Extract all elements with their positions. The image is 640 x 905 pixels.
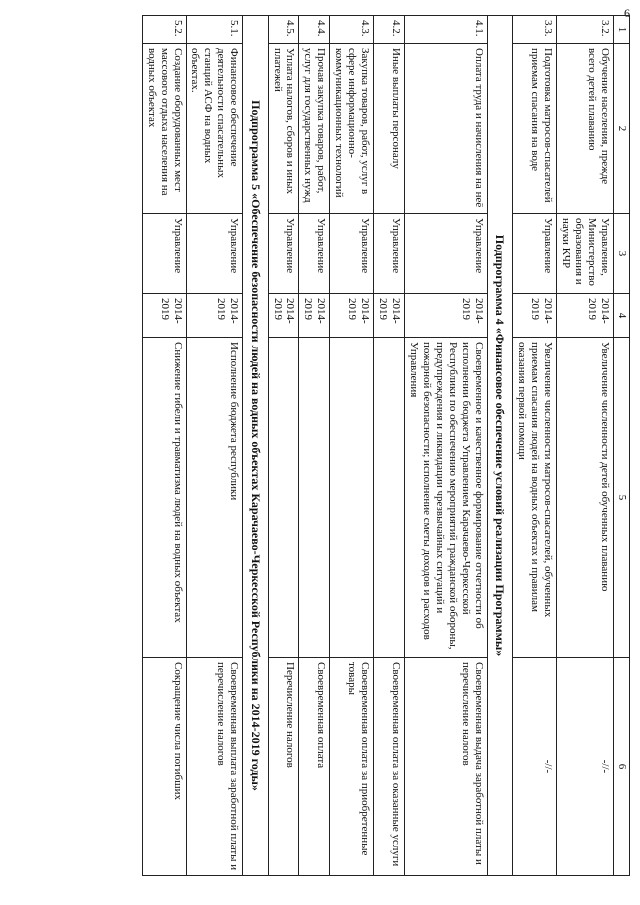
measure-name-cell: Обучение населения, прежде всего детей плаванию — [557, 44, 614, 214]
row-number-cell: 3.3. — [513, 16, 557, 44]
table-row — [405, 16, 488, 876]
header-cell: 2 — [614, 44, 630, 214]
row-number-cell: 4.5. — [268, 16, 299, 44]
row-number-cell: 3.2. — [557, 16, 614, 44]
expected-result-cell — [330, 338, 374, 658]
period-cell: 2014-2019 — [186, 294, 243, 338]
table-header-row — [614, 16, 630, 876]
header-cell: 6 — [614, 658, 630, 876]
table-row — [330, 16, 374, 876]
indicator-cell: Своевременная выдача заработной платы и перечисление налогов — [405, 658, 488, 876]
executor-cell: Управление — [374, 214, 405, 294]
period-cell: 2014-2019 — [142, 294, 186, 338]
measure-name-cell: Закупка товаров, работ, услуг в сфере информационно-коммуникационных технологий — [330, 44, 374, 214]
expected-result-cell: Исполнение бюджета республики — [186, 338, 243, 658]
indicator-cell: Своевременная оплата — [299, 658, 330, 876]
row-number-cell: 4.4. — [299, 16, 330, 44]
table-row — [268, 16, 299, 876]
measure-name-cell: Финансовое обеспечение деятельности спасательных станций АСФ на водных объектах. — [186, 44, 243, 214]
executor-cell: Управление — [405, 214, 488, 294]
table-row — [513, 16, 557, 876]
table-row — [299, 16, 330, 876]
executor-cell: Управление — [513, 214, 557, 294]
page-number: 6 — [624, 6, 630, 20]
measure-name-cell: Создание оборудованных мест массового отдыха населения на водных объектах — [142, 44, 186, 214]
indicator-cell: -//- — [513, 658, 557, 876]
period-cell: 2014-2019 — [330, 294, 374, 338]
period-cell: 2014-2019 — [268, 294, 299, 338]
indicator-cell: -//- — [557, 658, 614, 876]
indicator-cell: Своевременная оплата за приобретенные товары — [330, 658, 374, 876]
subprogram-title: Подпрограмма 4 «Финансовое обеспечение условий реализации Программы» — [488, 16, 513, 876]
subprogram-heading-row — [243, 16, 268, 876]
row-number-cell: 4.1. — [405, 16, 488, 44]
program-measures-table — [142, 15, 630, 876]
row-number-cell: 4.3. — [330, 16, 374, 44]
period-cell: 2014-2019 — [405, 294, 488, 338]
executor-cell: Управление — [299, 214, 330, 294]
table-row — [374, 16, 405, 876]
table-row — [142, 16, 186, 876]
measure-name-cell: Оплата труда и начисления на неё — [405, 44, 488, 214]
subprogram-heading-row — [488, 16, 513, 876]
period-cell: 2014-2019 — [299, 294, 330, 338]
expected-result-cell: Снижение гибели и травматизма людей на водных объектах — [142, 338, 186, 658]
row-number-cell: 4.2. — [374, 16, 405, 44]
measure-name-cell: Прочая закупка товаров, работ, услуг для государственных нужд — [299, 44, 330, 214]
executor-cell: Управление — [268, 214, 299, 294]
row-number-cell: 5.2. — [142, 16, 186, 44]
table-row — [557, 16, 614, 876]
expected-result-cell: Увеличение численности детей обученных плаванию — [557, 338, 614, 658]
period-cell: 2014-2019 — [513, 294, 557, 338]
table-row — [186, 16, 243, 876]
row-number-cell: 5.1. — [186, 16, 243, 44]
table-body — [142, 16, 613, 876]
measure-name-cell: Подготовка матросов-спасателей приемам спасания на воде — [513, 44, 557, 214]
rotated-table-container — [50, 15, 630, 875]
executor-cell: Управление — [142, 214, 186, 294]
executor-cell: Управление — [330, 214, 374, 294]
executor-cell: Управление, Министерство образования и науки КЧР — [557, 214, 614, 294]
executor-cell: Управление — [186, 214, 243, 294]
expected-result-cell: Увеличение численности матросов-спасателей, обученных приемам спасания людей на водных объектах и правилам оказания первой помощи — [513, 338, 557, 658]
subprogram-title: Подпрограмма 5 «Обеспечение безопасности людей на водных объектах Карачаево-Черкесской Республики на 2014-2019 годы» — [243, 16, 268, 876]
expected-result-cell — [299, 338, 330, 658]
header-cell: 4 — [614, 294, 630, 338]
expected-result-cell: Своевременное и качественное формирование отчетности об исполнении бюджета Управлением Карачаево-Черкесской Республики по обеспечению мероприятий гражданской обороны, предупреждения и ликвидации чрезвычайных ситуаций и пожарной безопасности; исполнение сметы доходов и расходов Управления — [405, 338, 488, 658]
indicator-cell: Перечисление налогов — [268, 658, 299, 876]
indicator-cell: Своевременная оплата за оказанные услуги — [374, 658, 405, 876]
header-cell: 1 — [614, 16, 630, 44]
expected-result-cell — [374, 338, 405, 658]
measure-name-cell: Уплата налогов, сборов и иных платежей — [268, 44, 299, 214]
period-cell: 2014-2019 — [374, 294, 405, 338]
header-cell: 3 — [614, 214, 630, 294]
indicator-cell: Сокращение числа погибших — [142, 658, 186, 876]
measure-name-cell: Иные выплаты персоналу — [374, 44, 405, 214]
header-cell: 5 — [614, 338, 630, 658]
indicator-cell: Своевременная выплата заработной платы и перечисление налогов — [186, 658, 243, 876]
period-cell: 2014-2019 — [557, 294, 614, 338]
expected-result-cell — [268, 338, 299, 658]
